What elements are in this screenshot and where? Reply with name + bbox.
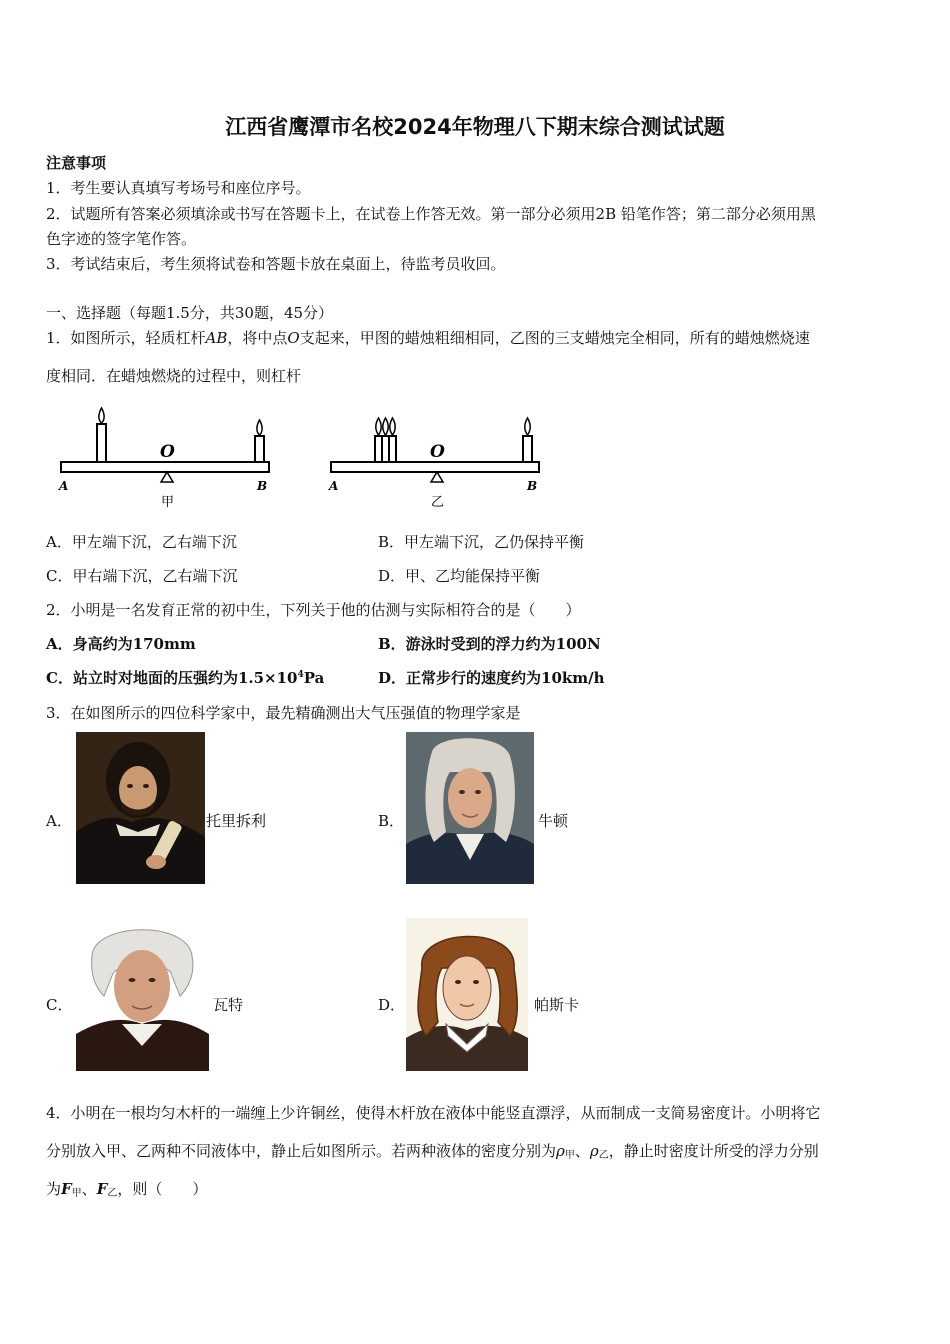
notice-heading: 注意事项 — [46, 154, 107, 172]
subscript-jia: 甲 — [564, 1150, 575, 1161]
q2-option-c-text: C．站立时对地面的压强约为1.5×10 — [46, 669, 298, 687]
notice-item-1: 1．考生要认真填写考场号和座位序号。 — [46, 179, 311, 197]
q4-stem-line3 — [46, 1178, 207, 1199]
q4-text: 分别放入甲、乙两种不同液体中，静止后如图所示。若两种液体的密度分别为 — [46, 1142, 557, 1160]
q2-option-d[interactable]: D．正常步行的速度约为10km/h — [378, 669, 605, 687]
page-title: 江西省鹰潭市名校2024年物理八下期末综合测试试题 — [225, 115, 725, 139]
q1-text: ，将中点 — [227, 329, 288, 347]
q1-o: O — [287, 329, 300, 347]
q2-stem: 2．小明是一名发育正常的初中生，下列关于他的估测与实际相符合的是（ ） — [46, 601, 581, 619]
q2-option-a[interactable]: A．身高约为170mm — [46, 635, 196, 653]
q1-ab: AB — [205, 329, 228, 347]
q2-option-b[interactable]: B．游泳时受到的浮力约为100N — [378, 635, 601, 653]
q4-stem-line1: 4．小明在一根均匀木杆的一端缠上少许铜丝，使得木杆放在液体中能竖直漂浮，从而制成一支简易密度计。小明将它 — [46, 1104, 821, 1122]
separator: 、 — [81, 1180, 97, 1198]
q3-option-a-letter[interactable]: A． — [46, 812, 72, 830]
q2-option-c[interactable] — [46, 667, 324, 688]
q3-option-b-name[interactable]: 牛顿 — [538, 812, 569, 830]
q2-option-c-unit: Pa — [303, 669, 325, 687]
q1-option-b[interactable]: B．甲左端下沉，乙仍保持平衡 — [378, 533, 585, 551]
force-symbol: F — [96, 1180, 108, 1198]
separator: 、 — [574, 1142, 590, 1160]
subscript-yi: 乙 — [107, 1188, 118, 1199]
notice-item-2: 2．试题所有答案必须填涂或书写在答题卡上，在试卷上作答无效。第一部分必须用2B 铅笔作答；第二部分必须用黑 — [46, 205, 816, 223]
subscript-jia: 甲 — [71, 1188, 82, 1199]
q1-stem-line1 — [46, 327, 810, 348]
figure-caption-jia: 甲 — [161, 495, 175, 510]
q1-option-c[interactable]: C．甲右端下沉，乙右端下沉 — [46, 567, 238, 585]
notice-item-2-cont: 色字迹的签字笔作答。 — [46, 230, 197, 248]
force-symbol: F — [61, 1180, 72, 1198]
lever-figure-jia — [55, 402, 285, 512]
end-label-a: A — [59, 479, 69, 493]
q3-option-c-letter[interactable]: C． — [46, 996, 73, 1014]
fulcrum-label-o: O — [160, 442, 175, 462]
q1-text: 1．如图所示，轻质杠杆 — [46, 329, 206, 347]
q3-option-c-name[interactable]: 瓦特 — [213, 996, 244, 1014]
q4-stem-line2 — [46, 1140, 819, 1161]
section-heading: 一、选择题（每题1.5分，共30题，45分） — [46, 304, 334, 322]
q1-option-d[interactable]: D．甲、乙均能保持平衡 — [378, 567, 541, 585]
q3-option-d-letter[interactable]: D． — [378, 996, 406, 1014]
q1-option-a[interactable]: A．甲左端下沉，乙右端下沉 — [46, 533, 237, 551]
rho-symbol: ρ — [556, 1142, 565, 1160]
end-label-b: B — [257, 479, 268, 493]
pascal-portrait — [406, 918, 528, 1071]
newton-portrait — [406, 732, 534, 884]
fulcrum-label-o: O — [430, 442, 445, 462]
q4-text: ，静止时密度计所受的浮力分别 — [608, 1142, 819, 1160]
figure-caption-yi: 乙 — [431, 495, 445, 510]
watt-portrait — [76, 916, 209, 1071]
q4-text: 为 — [46, 1180, 62, 1198]
end-label-b: B — [527, 479, 538, 493]
end-label-a: A — [329, 479, 339, 493]
lever-figure-yi — [325, 402, 555, 512]
subscript-yi: 乙 — [598, 1150, 609, 1161]
q1-stem-line2: 度相同．在蜡烛燃烧的过程中，则杠杆 — [46, 367, 302, 385]
rho-symbol: ρ — [589, 1142, 599, 1160]
q2-option-c-exponent: 4 — [297, 670, 304, 680]
q1-text: 支起来，甲图的蜡烛粗细相同，乙图的三支蜡烛完全相同，所有的蜡烛燃烧速 — [299, 329, 810, 347]
torricelli-portrait — [76, 732, 205, 884]
q4-text: ，则（ ） — [117, 1180, 208, 1198]
q3-option-b-letter[interactable]: B． — [378, 812, 405, 830]
notice-item-3: 3．考试结束后，考生须将试卷和答题卡放在桌面上，待监考员收回。 — [46, 255, 506, 273]
q3-option-d-name[interactable]: 帕斯卡 — [534, 996, 580, 1014]
q3-option-a-name[interactable]: 托里拆利 — [206, 812, 267, 830]
q3-stem: 3．在如图所示的四位科学家中，最先精确测出大气压强值的物理学家是 — [46, 704, 521, 722]
